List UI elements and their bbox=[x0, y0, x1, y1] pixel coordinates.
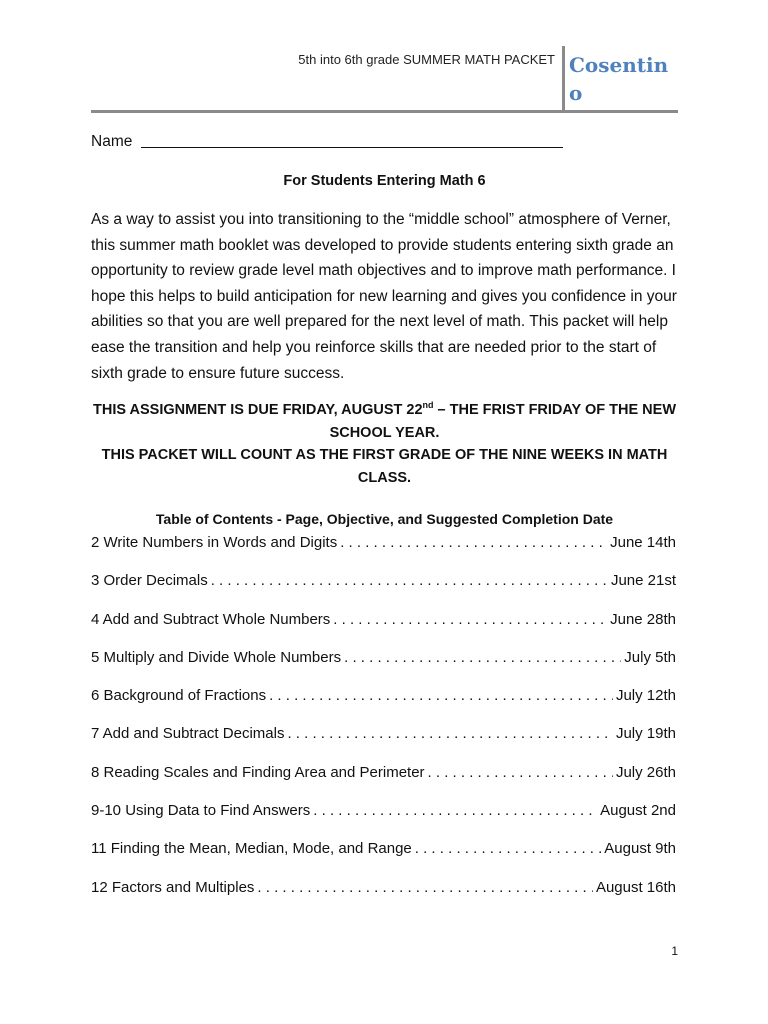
toc-entry bbox=[91, 648, 676, 686]
toc-dot-leader bbox=[211, 571, 608, 591]
toc-entry bbox=[91, 533, 676, 571]
toc-dot-leader bbox=[287, 724, 613, 744]
toc-dot-leader bbox=[333, 610, 607, 630]
toc-entry-title: 11 Finding the Mean, Median, Mode, and Range bbox=[91, 840, 412, 858]
toc-entry bbox=[91, 801, 676, 839]
due-date-line: THIS ASSIGNMENT IS DUE FRIDAY, AUGUST 22nd – THE FRIST FRIDAY OF THE NEW SCHOOL YEAR. bbox=[92, 400, 677, 441]
toc-entry bbox=[91, 763, 676, 801]
toc-entry bbox=[91, 686, 676, 724]
toc-entry-title: 3 Order Decimals bbox=[91, 572, 208, 590]
intro-paragraph: As a way to assist you into transitioning to the “middle school” atmosphere of Verner, this summer math booklet was developed to provide students entering sixth grade an opportunity to review grade level math objectives and to improve math performance. I hope this helps to build anticipation for new learning and gives you confidence in your abilities so that you are well prepared for the next level of math. This packet will help ease the transition and help you reinforce skills that are needed prior to the start of sixth grade to ensure future success. bbox=[91, 211, 677, 382]
name-field bbox=[91, 133, 563, 151]
toc-entry-title: 8 Reading Scales and Finding Area and Perimeter bbox=[91, 763, 425, 781]
due-notice bbox=[91, 399, 678, 489]
toc-entry bbox=[91, 571, 676, 609]
toc-entry-date: June 28th bbox=[610, 610, 676, 628]
toc-entry-date: August 16th bbox=[595, 878, 676, 896]
page-subtitle: For Students Entering Math 6 bbox=[283, 173, 486, 189]
toc-entry-date: July 26th bbox=[615, 763, 676, 781]
toc-dot-leader bbox=[340, 533, 607, 553]
toc-entry-title: 6 Background of Fractions bbox=[91, 687, 267, 705]
toc-dot-leader bbox=[415, 839, 602, 859]
header-rule bbox=[91, 110, 678, 113]
toc-entry bbox=[91, 839, 676, 877]
toc-entry-date: August 2nd bbox=[600, 802, 676, 820]
packet-title: 5th into 6th grade SUMMER MATH PACKET bbox=[298, 52, 555, 67]
toc-entry-title: 9-10 Using Data to Find Answers bbox=[91, 802, 311, 820]
toc-entry-date: August 9th bbox=[604, 840, 676, 858]
toc-entry-date: June 14th bbox=[610, 534, 676, 551]
toc-entry-date: July 12th bbox=[615, 687, 676, 705]
page-number: 1 bbox=[671, 944, 678, 958]
header-divider-vertical bbox=[562, 46, 565, 112]
toc-dot-leader bbox=[269, 686, 613, 706]
author-name: Cosentino bbox=[569, 53, 669, 105]
name-blank-line bbox=[141, 147, 563, 148]
toc-entry-date: July 5th bbox=[624, 648, 676, 666]
toc-entry bbox=[91, 878, 676, 916]
toc-dot-leader bbox=[428, 763, 613, 783]
grade-count-line: THIS PACKET WILL COUNT AS THE FIRST GRADE OF THE NINE WEEKS IN MATH CLASS. bbox=[101, 447, 668, 486]
name-label: Name bbox=[91, 133, 133, 150]
toc-entry-title: 5 Multiply and Divide Whole Numbers bbox=[91, 648, 342, 666]
toc-entry-title: 2 Write Numbers in Words and Digits bbox=[91, 534, 338, 551]
toc-entry-date: June 21st bbox=[610, 572, 676, 590]
toc-entry bbox=[91, 610, 676, 648]
toc-heading: Table of Contents - Page, Objective, and Suggested Completion Date bbox=[155, 511, 614, 527]
toc-dot-leader bbox=[257, 878, 593, 898]
toc-entry-date: July 19th bbox=[615, 725, 676, 743]
toc-dot-leader bbox=[313, 801, 597, 821]
toc-entry-title: 7 Add and Subtract Decimals bbox=[91, 725, 285, 743]
table-of-contents bbox=[91, 533, 676, 916]
toc-entry-title: 12 Factors and Multiples bbox=[91, 878, 255, 896]
toc-entry bbox=[91, 724, 676, 762]
toc-entry-title: 4 Add and Subtract Whole Numbers bbox=[91, 610, 331, 628]
toc-dot-leader bbox=[344, 648, 621, 668]
